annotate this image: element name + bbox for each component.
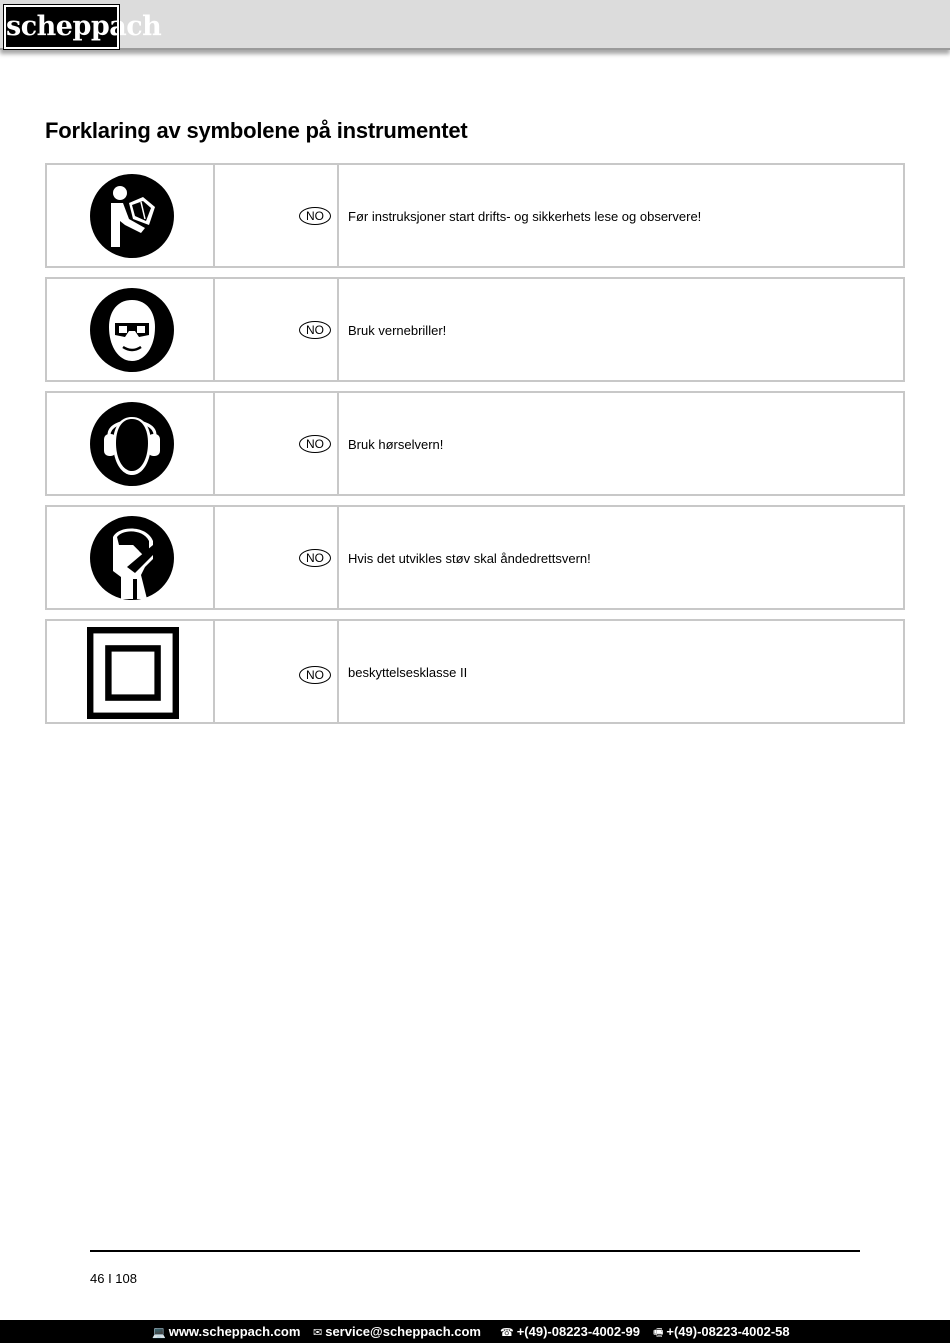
page-number: 46 I 108 — [90, 1271, 137, 1286]
footer-website[interactable] — [152, 1321, 300, 1343]
language-badge: NO — [299, 321, 331, 339]
language-badge: NO — [299, 435, 331, 453]
email-text: service@scheppach.com — [325, 1324, 481, 1339]
symbol-description: Bruk hørselvern! — [348, 437, 444, 452]
symbol-row-read-manual — [45, 163, 905, 268]
symbol-row-ear-protection — [45, 391, 905, 496]
mail-icon: ✉ — [313, 1327, 323, 1339]
protection-class-ii-icon — [87, 627, 179, 719]
fax-icon: 🖷 — [653, 1327, 664, 1339]
footer-contact-bar — [0, 1320, 950, 1343]
ear-protection-icon — [89, 401, 175, 487]
footer-email[interactable] — [313, 1321, 481, 1343]
safety-goggles-icon — [89, 287, 175, 373]
language-cell — [215, 393, 339, 494]
symbol-description: beskyttelsesklasse II — [348, 665, 468, 680]
symbol-icon-cell — [47, 279, 215, 380]
website-text: www.scheppach.com — [168, 1324, 301, 1339]
phone-icon: ☎ — [500, 1327, 514, 1339]
computer-icon: 💻 — [152, 1327, 166, 1339]
symbol-icon-cell — [47, 507, 215, 608]
language-badge: NO — [299, 666, 331, 684]
description-cell — [339, 621, 903, 722]
language-cell — [215, 279, 339, 380]
symbol-icon-cell — [47, 393, 215, 494]
footer-phone — [500, 1321, 640, 1343]
description-cell — [339, 393, 903, 494]
description-cell — [339, 165, 903, 266]
symbol-description: Bruk vernebriller! — [348, 323, 447, 338]
symbol-icon-cell — [47, 621, 215, 722]
respirator-icon — [89, 515, 175, 601]
language-cell — [215, 507, 339, 608]
page-title: Forklaring av symbolene på instrumentet — [45, 118, 468, 143]
phone-text: +(49)-08223-4002-99 — [516, 1324, 640, 1339]
language-badge: NO — [299, 549, 331, 567]
symbol-row-respirator — [45, 505, 905, 610]
symbol-row-protection-class — [45, 619, 905, 724]
description-cell — [339, 279, 903, 380]
language-cell — [215, 165, 339, 266]
scheppach-logo: scheppach — [4, 5, 119, 49]
language-badge: NO — [299, 207, 331, 225]
symbol-description: Hvis det utvikles støv skal åndedrettsvern! — [348, 551, 591, 566]
symbol-description: Før instruksjoner start drifts- og sikkerhets lese og observere! — [348, 209, 702, 224]
symbol-row-goggles — [45, 277, 905, 382]
symbol-icon-cell — [47, 165, 215, 266]
read-manual-icon — [89, 173, 175, 259]
fax-text: +(49)-08223-4002-58 — [666, 1324, 790, 1339]
language-cell — [215, 621, 339, 722]
footer-divider — [90, 1250, 860, 1252]
description-cell — [339, 507, 903, 608]
footer-fax — [653, 1321, 790, 1343]
